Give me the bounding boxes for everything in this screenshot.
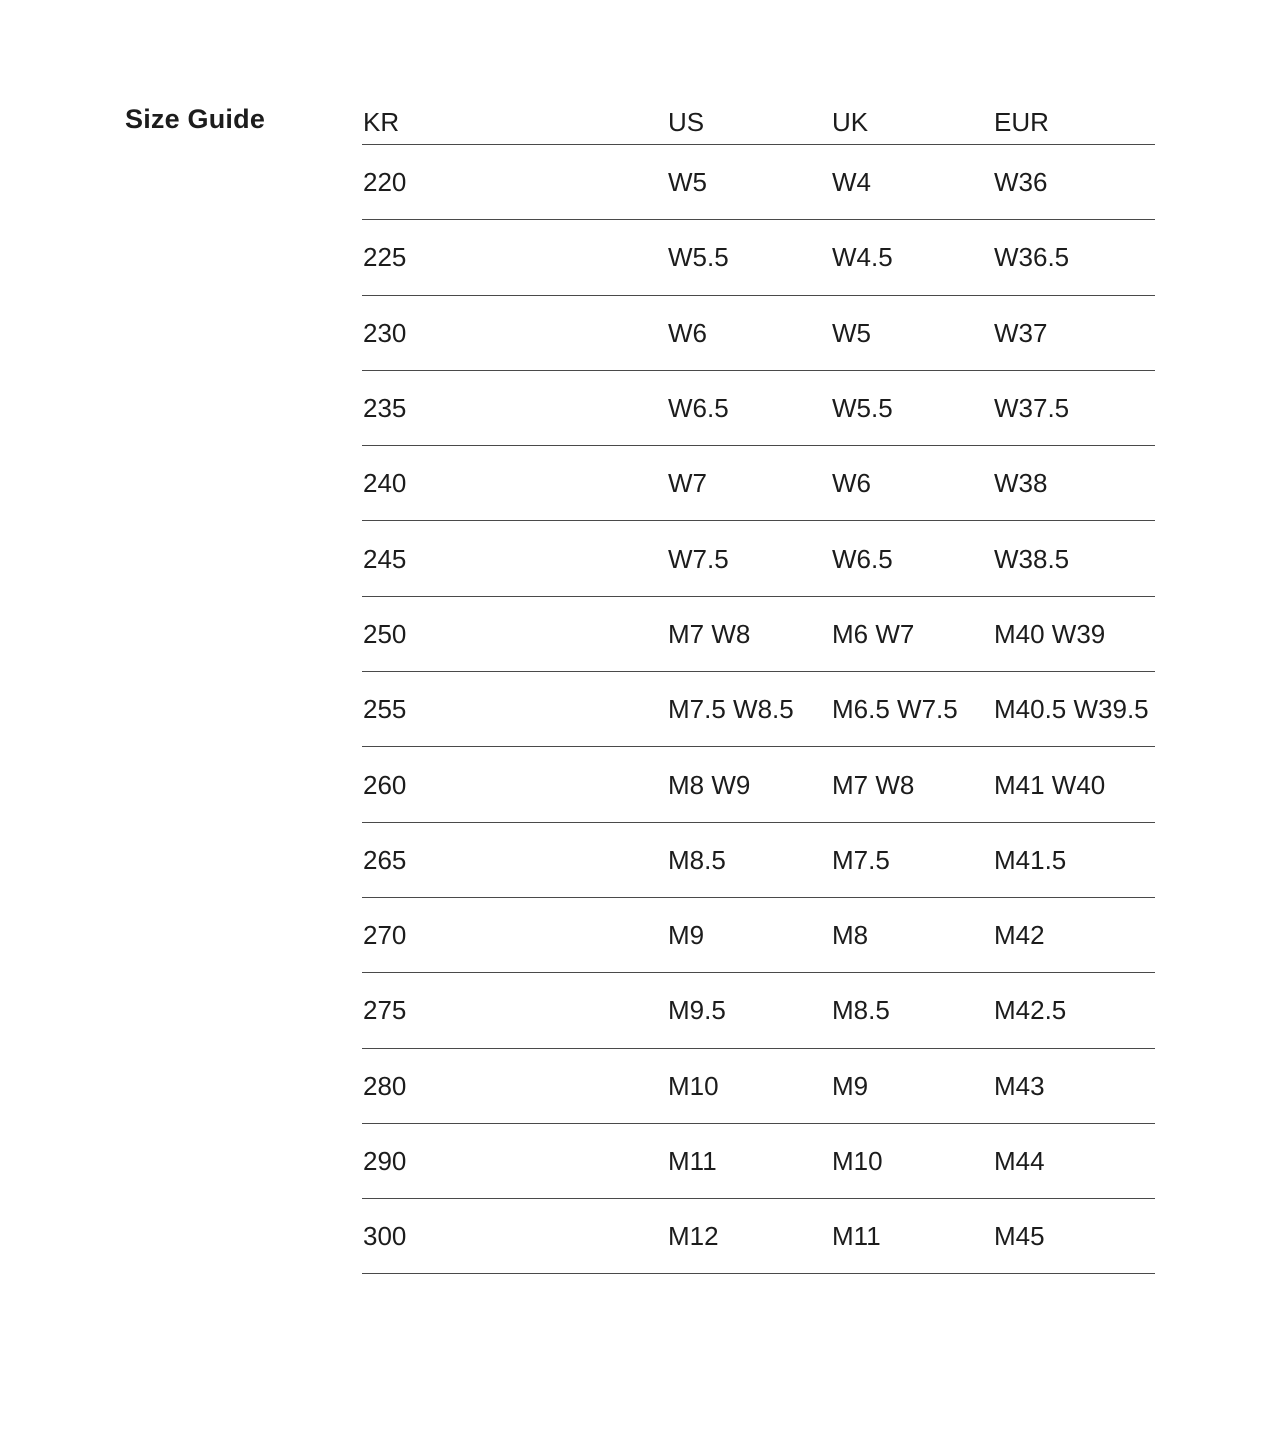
table-cell: M8.5 — [668, 844, 726, 875]
table-cell: 270 — [363, 920, 407, 951]
table-cell: W37 — [994, 317, 1048, 348]
table-cell: W6.5 — [668, 393, 729, 424]
table-cell: M9 — [668, 920, 705, 951]
table-cell: M40.5 W39.5 — [994, 694, 1149, 725]
table-cell: M7 W8 — [832, 769, 915, 800]
table-cell: 255 — [363, 694, 407, 725]
table-cell: M8 W9 — [668, 769, 751, 800]
table-header-row — [362, 100, 1155, 145]
table-cell: W5.5 — [668, 242, 729, 273]
table-cell: W38.5 — [994, 543, 1070, 574]
table-cell: W36 — [994, 167, 1048, 198]
table-row — [362, 446, 1155, 521]
table-cell: W5 — [832, 317, 871, 348]
table-cell: W37.5 — [994, 393, 1070, 424]
table-cell: M40 W39 — [994, 618, 1106, 649]
table-cell: M12 — [668, 1221, 719, 1252]
table-row — [362, 145, 1155, 220]
table-cell: 235 — [363, 393, 407, 424]
table-cell: M11 — [832, 1221, 881, 1252]
table-cell: M10 — [832, 1146, 883, 1176]
table-row — [362, 1124, 1155, 1199]
table-row — [362, 747, 1155, 822]
table-cell: M8 — [832, 920, 869, 951]
table-cell: M42 — [994, 920, 1045, 951]
table-cell: W6 — [668, 317, 707, 348]
table-cell: W5.5 — [832, 393, 893, 424]
table-cell: 265 — [363, 844, 407, 875]
table-cell: M9.5 — [668, 995, 726, 1026]
table-row — [362, 220, 1155, 295]
table-cell: 300 — [363, 1221, 407, 1252]
table-cell: W4.5 — [832, 242, 893, 273]
table-row — [362, 521, 1155, 596]
table-row — [362, 672, 1155, 747]
table-row — [362, 898, 1155, 973]
table-row — [362, 1199, 1155, 1274]
table-cell: M42.5 — [994, 995, 1067, 1026]
table-cell: M41 W40 — [994, 769, 1106, 800]
size-table-body — [362, 145, 1155, 1274]
table-cell: 260 — [363, 769, 407, 800]
table-cell: M6.5 W7.5 — [832, 694, 958, 725]
table-cell: M10 — [668, 1070, 719, 1101]
table-cell: M7.5 W8.5 — [668, 694, 794, 725]
table-cell: M8.5 — [832, 995, 890, 1026]
column-header-eur: EUR — [994, 107, 1049, 137]
table-cell: 280 — [363, 1070, 407, 1101]
column-header-kr: KR — [363, 107, 400, 137]
table-cell: M7.5 — [832, 844, 890, 875]
table-cell: M44 — [994, 1146, 1045, 1176]
page-title: Size Guide — [125, 104, 266, 134]
table-cell: M43 — [994, 1070, 1045, 1101]
table-row — [362, 823, 1155, 898]
table-row — [362, 371, 1155, 446]
table-cell: W38 — [994, 468, 1048, 499]
table-cell: M11 — [668, 1146, 717, 1176]
table-cell: 240 — [363, 468, 407, 499]
table-cell: M45 — [994, 1221, 1045, 1252]
table-row — [362, 1049, 1155, 1124]
table-cell: 290 — [363, 1146, 407, 1176]
table-cell: 230 — [363, 317, 407, 348]
table-cell: M6 W7 — [832, 618, 915, 649]
size-table — [362, 100, 1155, 1274]
table-cell: M7 W8 — [668, 618, 751, 649]
table-cell: W4 — [832, 167, 871, 198]
table-cell: W6 — [832, 468, 871, 499]
table-cell: M41.5 — [994, 844, 1067, 875]
table-row — [362, 597, 1155, 672]
column-header-us: US — [668, 107, 705, 137]
table-cell: 275 — [363, 995, 407, 1026]
table-cell: W5 — [668, 167, 707, 198]
table-cell: W7.5 — [668, 543, 729, 574]
table-row — [362, 973, 1155, 1048]
table-cell: 220 — [363, 167, 407, 198]
table-cell: W7 — [668, 468, 707, 499]
table-cell: M9 — [832, 1070, 869, 1101]
table-cell: 250 — [363, 618, 407, 649]
table-cell: W6.5 — [832, 543, 893, 574]
table-row — [362, 296, 1155, 371]
table-cell: 225 — [363, 242, 407, 273]
table-cell: W36.5 — [994, 242, 1070, 273]
column-header-uk: UK — [832, 107, 869, 137]
table-cell: 245 — [363, 543, 407, 574]
